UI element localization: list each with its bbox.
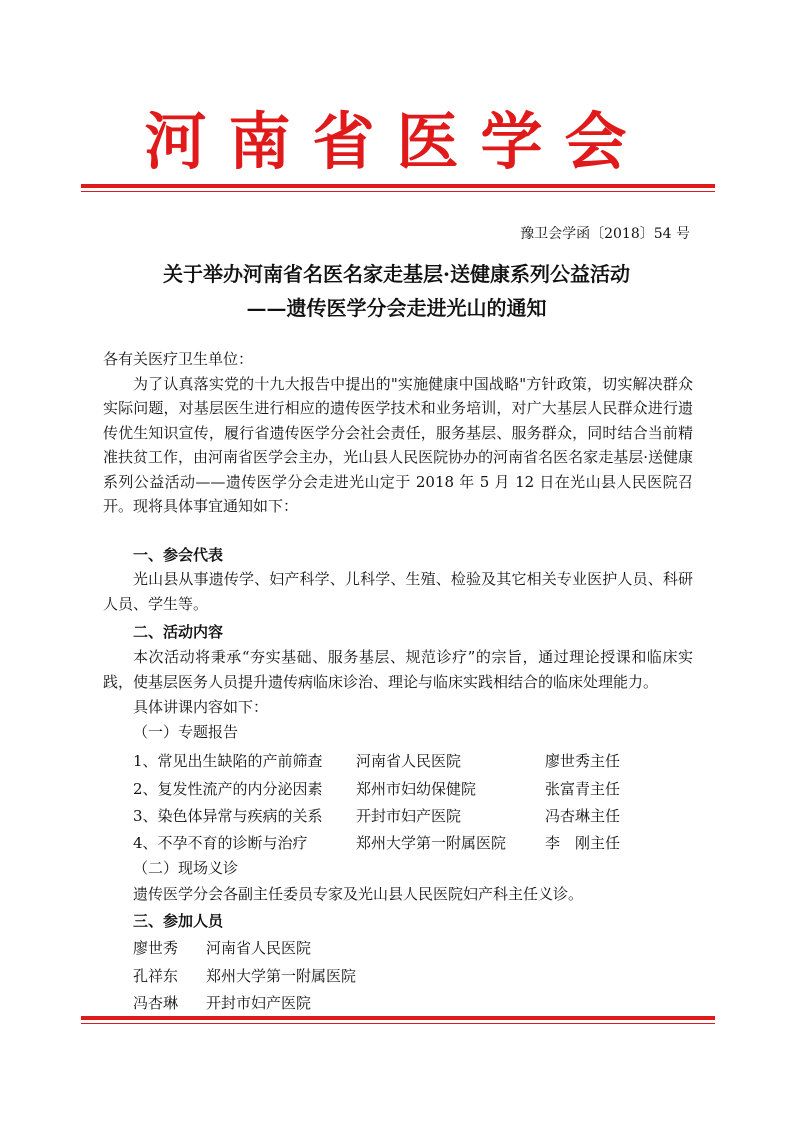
lecture-speaker: 廖世秀主任 xyxy=(545,752,621,770)
lecture-hospital: 河南省人民医院 xyxy=(356,752,462,770)
lecture-intro: 具体讲课内容如下： xyxy=(133,698,269,716)
lecture-topic: 2、复发性流产的内分泌因素 xyxy=(133,780,323,798)
section-heading-participants: 三、参加人员 xyxy=(133,912,224,930)
section-activity-body xyxy=(103,645,693,694)
clinic-text: 遗传医学分会各副主任委员专家及光山县人民医院妇产科主任义诊。 xyxy=(133,885,584,903)
header-divider-thin xyxy=(81,191,715,192)
lecture-topic: 4、不孕不育的诊断与治疗 xyxy=(133,834,308,852)
lecture-speaker: 李 刚主任 xyxy=(545,834,621,852)
participant-name: 廖世秀 xyxy=(133,939,179,957)
lecture-speaker: 张富青主任 xyxy=(545,780,621,798)
lecture-speaker: 冯杏琳主任 xyxy=(545,807,621,825)
section-attendees-body xyxy=(103,567,693,616)
lecture-hospital: 郑州大学第一附属医院 xyxy=(356,834,507,852)
footer-divider-thin xyxy=(81,1023,715,1024)
participant-name: 孔祥东 xyxy=(133,967,179,985)
letterhead-org-name: 河南省医学会 xyxy=(144,105,649,178)
header-divider-thick xyxy=(81,184,715,188)
footer-divider-thick xyxy=(81,1016,715,1020)
subsection-lectures: （一）专题报告 xyxy=(133,723,239,741)
subsection-clinic: （二）现场义诊 xyxy=(133,859,239,877)
notice-title-line-2: ——遗传医学分会走进光山的通知 xyxy=(246,296,547,320)
attendees-text: 光山县从事遗传学、妇产科学、儿科学、生殖、检验及其它相关专业医护人员、科研人员、学生等。 xyxy=(103,570,693,613)
lecture-hospital: 开封市妇产医院 xyxy=(356,807,462,825)
document-number: 豫卫会学函〔2018〕54 号 xyxy=(520,226,690,242)
notice-body-intro xyxy=(103,347,693,519)
lecture-topic: 3、染色体异常与疾病的关系 xyxy=(133,807,323,825)
salutation: 各有关医疗卫生单位： xyxy=(103,350,254,368)
lecture-topic: 1、常见出生缺陷的产前筛查 xyxy=(133,752,323,770)
activity-text: 本次活动将秉承“夯实基础、服务基层、规范诊疗”的宗旨，通过理论授课和临床实践，使基层医务人员提升遗传病临床诊治、理论与临床实践相结合的临床处理能力。 xyxy=(103,648,693,691)
participant-hospital: 郑州大学第一附属医院 xyxy=(206,967,357,985)
participant-name: 冯杏琳 xyxy=(133,994,179,1012)
section-heading-activity: 二、活动内容 xyxy=(133,623,224,641)
intro-paragraph: 为了认真落实党的十九大报告中提出的"实施健康中国战略"方针政策，切实解决群众实际问题，对基层医生进行相应的遗传医学技术和业务培训，对广大基层人民群众进行遗传优生知识宣传，履行省遗传医学分会社会责任，服务基层、服务群众，同时结合当前精准扶贫工作，由河南省医学会主办，光山县人民医院协办的河南省名医名家走基层·送健康系列公益活动——遗传医学分会走进光山定于 2018 年 5 月 12 日在光山县人民医院召开。现将具体事宜通知如下： xyxy=(103,374,693,515)
section-heading-attendees: 一、参会代表 xyxy=(133,546,224,564)
notice-title-line-1: 关于举办河南省名医名家走基层·送健康系列公益活动 xyxy=(163,262,630,286)
participant-hospital: 开封市妇产医院 xyxy=(206,994,312,1012)
lecture-hospital: 郑州市妇幼保健院 xyxy=(356,780,477,798)
participant-hospital: 河南省人民医院 xyxy=(206,939,312,957)
